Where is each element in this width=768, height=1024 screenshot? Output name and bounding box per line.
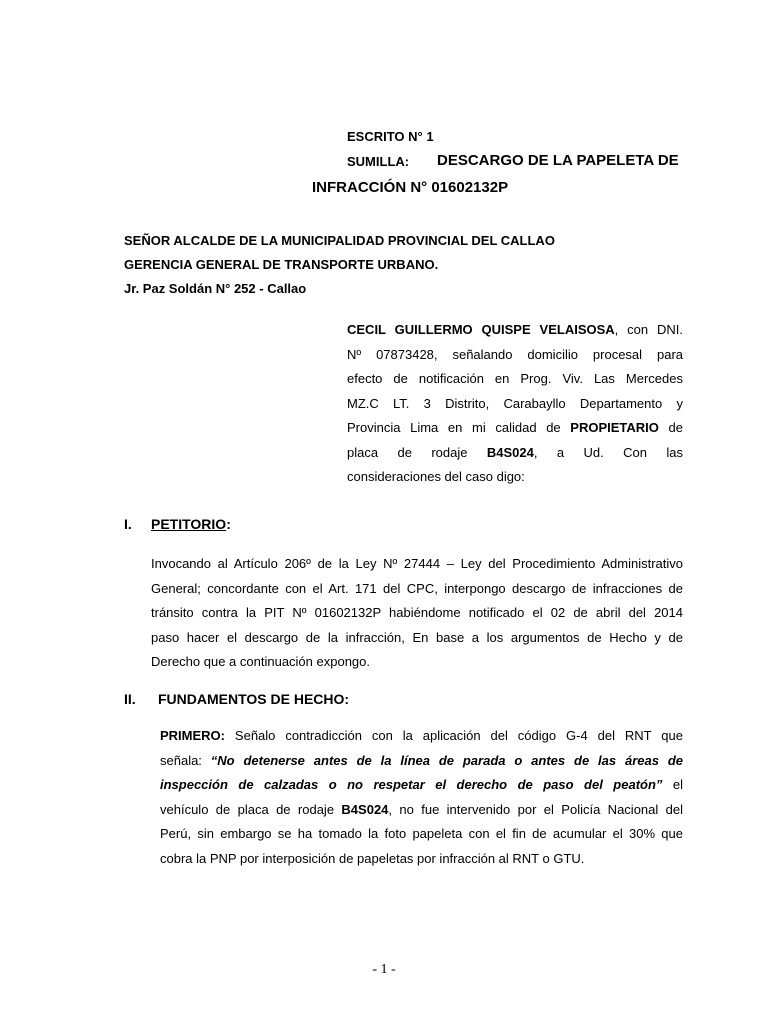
- intro-line: efecto de notificación en Prog. Viv. Las Mercedes: [347, 371, 683, 386]
- addressee-line-2: GERENCIA GENERAL DE TRANSPORTE URBANO.: [124, 257, 439, 272]
- petitorio-line: Derecho que a continuación expongo.: [151, 654, 370, 669]
- section-1-title: PETITORIO:: [151, 516, 231, 532]
- section-2-number: II.: [124, 691, 136, 707]
- addressee-line-1: SEÑOR ALCALDE DE LA MUNICIPALIDAD PROVINCIAL DEL CALLAO: [124, 233, 555, 248]
- fundamentos-line: Perú, sin embargo se ha tomado la foto papeleta con el fin de acumular el 30% que: [160, 826, 683, 841]
- intro-paragraph: [347, 318, 683, 490]
- intro-line: MZ.C LT. 3 Distrito, Carabayllo Departamento y: [347, 395, 683, 411]
- petitorio-line: General; concordante con el Art. 171 del CPC, interpongo descargo de infracciones de: [151, 580, 683, 596]
- primero-label: PRIMERO:: [160, 728, 225, 743]
- petitorio-line: paso hacer el descargo de la infracción, En base a los argumentos de Hecho y de: [151, 629, 683, 645]
- fundamentos-paragraph: [160, 724, 683, 871]
- fundamentos-line: PRIMERO: Señalo contradicción con la aplicación del código G-4 del RNT que: [160, 728, 683, 743]
- fundamentos-line: vehículo de placa de rodaje B4S024, no fue intervenido por el Policía Nacional del: [160, 801, 683, 817]
- fundamentos-line: señala: “No detenerse antes de la línea de parada o antes de las áreas de: [160, 752, 683, 768]
- section-2-title: FUNDAMENTOS DE HECHO:: [158, 691, 350, 707]
- sumilla-text-continued: INFRACCIÓN N° 01602132P: [312, 179, 509, 196]
- petitorio-paragraph: [151, 552, 683, 675]
- addressee-line-3: Jr. Paz Soldán N° 252 - Callao: [124, 281, 307, 296]
- intro-line: Nº 07873428, señalando domicilio procesal para: [347, 346, 683, 362]
- page-number: - 1 -: [372, 962, 396, 977]
- petitorio-line: tránsito contra la PIT Nº 01602132P habiéndome notificado el 02 de abril del 2014: [151, 605, 683, 620]
- fundamentos-line: inspección de calzadas o no respetar el derecho de paso del peatón” el: [160, 777, 683, 792]
- sumilla-label: SUMILLA:: [347, 154, 410, 169]
- section-1-number: I.: [124, 516, 132, 532]
- sumilla-text: DESCARGO DE LA PAPELETA DE: [437, 152, 679, 169]
- fundamentos-line: cobra la PNP por interposición de papeletas por infracción al RNT o GTU.: [160, 850, 585, 866]
- intro-line: consideraciones del caso digo:: [347, 469, 525, 484]
- petitioner-name: CECIL GUILLERMO QUISPE VELAISOSA: [347, 322, 615, 337]
- intro-line: Provincia Lima en mi calidad de PROPIETARIO de: [347, 420, 684, 435]
- petitorio-line: Invocando al Artículo 206º de la Ley Nº 27444 – Ley del Procedimiento Administrativo: [151, 556, 683, 571]
- intro-line: CECIL GUILLERMO QUISPE VELAISOSA, con DNI.: [347, 322, 684, 337]
- intro-line: placa de rodaje B4S024, a Ud. Con las: [347, 444, 683, 460]
- escrito-number: ESCRITO N° 1: [347, 129, 434, 144]
